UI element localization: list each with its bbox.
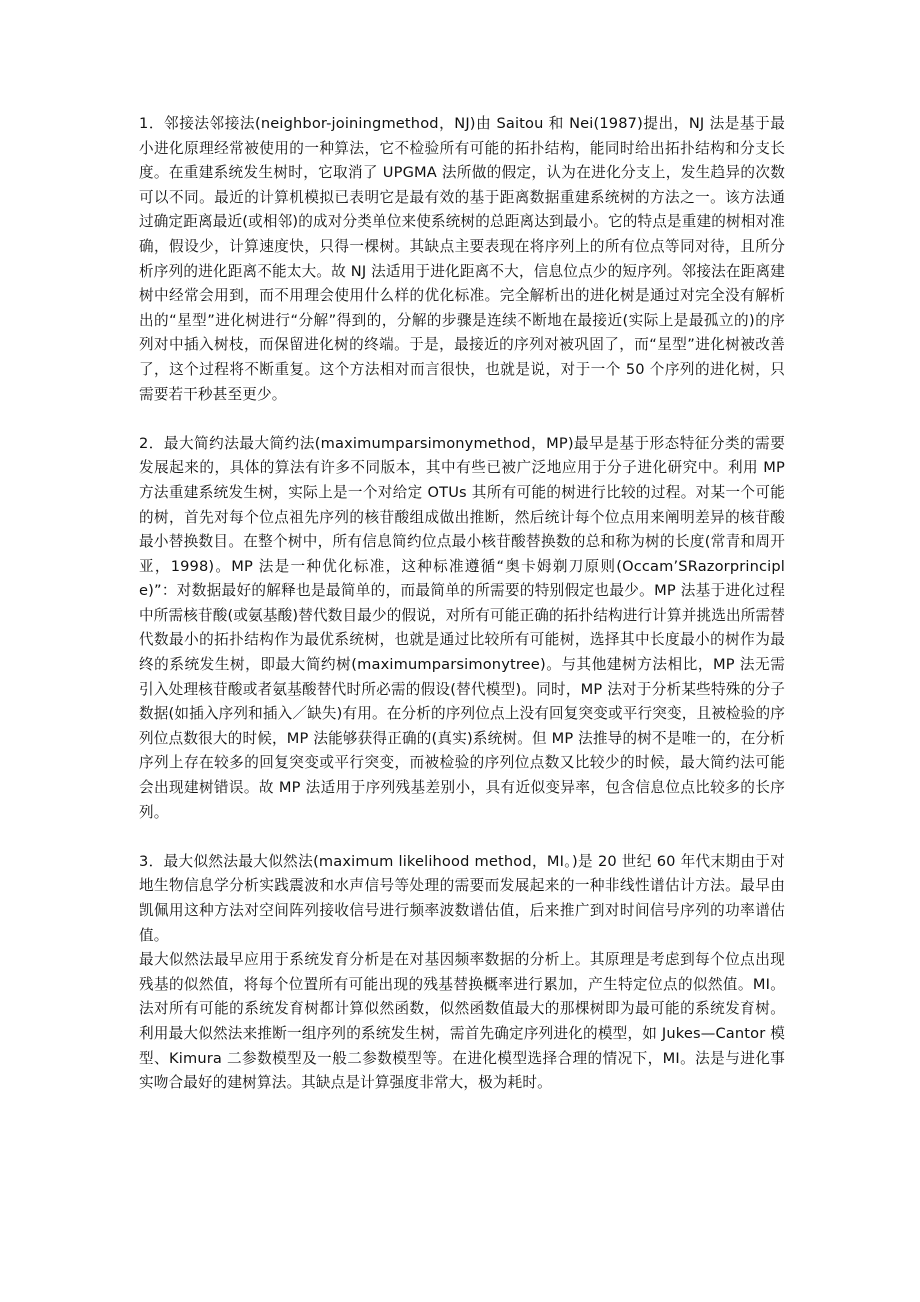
paragraph-spacer xyxy=(139,407,785,432)
paragraph-maximum-parsimony: 2．最大简约法最大简约法(maximumparsimonymethod，MP)最早是基于形态特征分类的需要发展起来的，具体的算法有许多不同版本，其中有些已被广泛地应用于分子进化研究中。利用 MP 方法重建系统发生树，实际上是一个对给定 OTUs 其所有可能的树进行比较的过程。对某一个可能的树，首先对每个位点祖先序列的核苷酸组成做出推断，然后统计每个位点用来阐明差异的核苷酸最小替换数目。在整个树中，所有信息简约位点最小核苷酸替换数的总和称为树的长度(常青和周开亚，1998)。MP 法是一种优化标准，这种标准遵循“奥卡姆剃刀原则(Occam’SRazorprinciple)”：对数据最好的解释也是最简单的，而最简单的所需要的特别假定也最少。MP 法基于进化过程中所需核苷酸(或氨基酸)替代数目最少的假说，对所有可能正确的拓扑结构进行计算并挑选出所需替代数最小的拓扑结构作为最优系统树，也就是通过比较所有可能树，选择其中长度最小的树作为最终的系统发生树，即最大简约树(maximumparsimonytree)。与其他建树方法相比，MP 法无需引入处理核苷酸或者氨基酸替代时所必需的假设(替代模型)。同时，MP 法对于分析某些特殊的分子数据(如插入序列和插入／缺失)有用。在分析的序列位点上没有回复突变或平行突变，且被检验的序列位点数很大的时候，MP 法能够获得正确的(真实)系统树。但 MP 法推导的树不是唯一的，在分析序列上存在较多的回复突变或平行突变，而被检验的序列位点数又比较少的时候，最大简约法可能会出现建树错误。故 MP 法适用于序列残基差别小，具有近似变异率，包含信息位点比较多的长序列。 xyxy=(139,434,785,821)
document-body xyxy=(139,112,785,1096)
paragraph-maximum-likelihood-intro: 3．最大似然法最大似然法(maximum likelihood method，MI。)是 20 世纪 60 年代末期由于对地生物信息学分析实践震波和水声信号等处理的需要而发展起来的一种非线性谱估计方法。最早由凯佩用这种方法对空间阵列接收信号进行频率波数谱估值，后来推广到对时间信号序列的功率谱估值。 xyxy=(139,852,785,944)
paragraph-neighbor-joining: 1．邻接法邻接法(neighbor-joiningmethod，NJ)由 Saitou 和 Nei(1987)提出，NJ 法是基于最小进化原理经常被使用的一种算法，它不检验所有可能的拓扑结构，能同时给出拓扑结构和分支长度。在重建系统发生树时，它取消了 UPGMA 法所做的假定，认为在进化分支上，发生趋异的次数可以不同。最近的计算机模拟已表明它是最有效的基于距离数据重建系统树的方法之一。该方法通过确定距离最近(或相邻)的成对分类单位来使系统树的总距离达到最小。它的特点是重建的树相对准确，假设少，计算速度快，只得一棵树。其缺点主要表现在将序列上的所有位点等同对待，且所分析序列的进化距离不能太大。故 NJ 法适用于进化距离不大，信息位点少的短序列。邻接法在距离建树中经常会用到，而不用理会使用什么样的优化标准。完全解析出的进化树是通过对完全没有解析出的“星型”进化树进行“分解”得到的，分解的步骤是连续不断地在最接近(实际上是最孤立的)的序列对中插入树枝，而保留进化树的终端。于是，最接近的序列对被巩固了，而“星型”进化树被改善了，这个过程将不断重复。这个方法相对而言很快，也就是说，对于一个 50 个序列的进化树，只需要若干秒甚至更少。 xyxy=(139,115,785,403)
paragraph-spacer xyxy=(139,825,785,850)
paragraph-maximum-likelihood-detail: 最大似然法最早应用于系统发育分析是在对基因频率数据的分析上。其原理是考虑到每个位点出现残基的似然值，将每个位置所有可能出现的残基替换概率进行累加，产生特定位点的似然值。MI。法对所有可能的系统发育树都计算似然函数，似然函数值最大的那棵树即为最可能的系统发育树。利用最大似然法来推断一组序列的系统发生树，需首先确定序列进化的模型，如 Jukes—Cantor 模型、Kimura 二参数模型及一般二参数模型等。在进化模型选择合理的情况下，MI。法是与进化事实吻合最好的建树算法。其缺点是计算强度非常大，极为耗时。 xyxy=(139,951,785,1092)
